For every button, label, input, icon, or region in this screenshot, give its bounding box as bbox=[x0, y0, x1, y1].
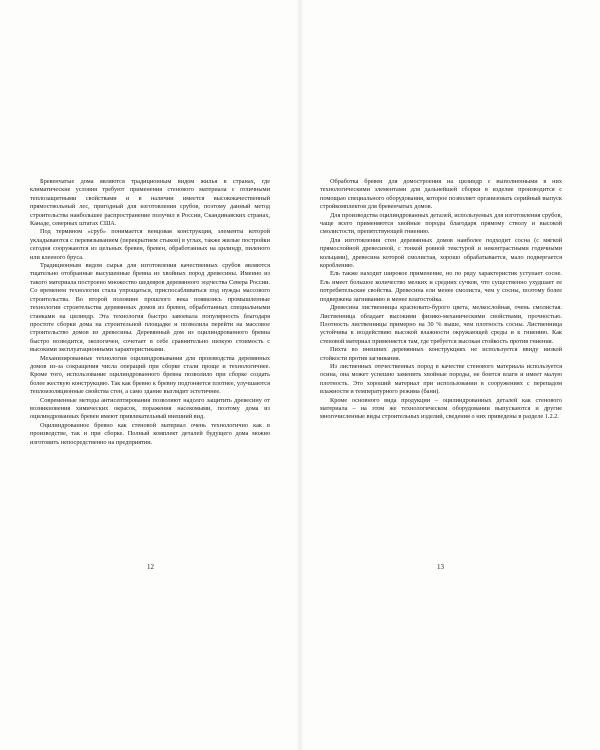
right-paragraph-8: Кроме основного вида продукции – оцилиндрованных деталей как стенового материала – на этом же технологическом оборудовании выпускаются и другие многочисленные виды строительных изделий, сведения о них приведены в разделе 1.2.2. bbox=[320, 396, 562, 421]
right-paragraph-2: Для производства оцилиндрованных деталей, используемых для изготовления срубов, чаще всего применяются хвойные породы благодаря прямому стволу и высокой смолистости, препятствующей гниению. bbox=[320, 211, 562, 236]
left-paragraph-3: Традиционным видом сырья для изготовления качественных срубов являются тщательно отобранные высушенные бревна из хвойных пород древесины. Именно из такого материала построено множество шедевров деревянного зодчества Севера России. Со временем технология стала упрощаться, приспосабливаться под нужды массового строительства. Во второй половине прошлого века появились промышленные технологии строительства деревянных домов из бревен, обработанных специальными станками на цилиндр. Эта технология быстро завоевала популярность благодаря простоте сборки дома на строительной площадке и позволила перейти на массовое строительство домов из древесины. Деревянный дом из оцилиндрованного бревна быстро возводится, экологичен, сочетает в себе сравнительно низкую стоимость с высокими эксплуатационными характеристиками. bbox=[30, 262, 270, 354]
left-paragraph-6: Оцилиндрованное бревно как стеновой материал очень технологично как в производстве, так и при сборке. Полный комплект деталей будущего дома можно изготовить непосредственно на предприятии. bbox=[30, 421, 270, 446]
right-page-number: 13 bbox=[437, 563, 444, 571]
right-paragraph-3: Для изготовления стен деревянных домов наиболее подходит сосна (с мягкой прямослойной древесиной, с тонкой ровной текстурой и неконтрастными годичными кольцами), древесина которой смолистая, хорошо обрабатывается, мало подвергается короблению. bbox=[320, 236, 562, 270]
left-page-number: 12 bbox=[147, 563, 154, 571]
right-paragraph-4: Ель также находит широкое применение, но по ряду характеристик уступает сосне. Ель имеет большое количество мелких и средних сучков, что существенно ухудшает ее потребительские свойства. Древесина ели менее смолиста, чем у сосны, поэтому более подвержена загниванию и менее влагостойка. bbox=[320, 270, 562, 303]
right-paragraph-6: Пихта во внешних деревянных конструкциях не используется ввиду низкой стойкости против загнивания. bbox=[320, 346, 562, 362]
right-page-text bbox=[320, 178, 562, 422]
right-paragraph-1: Обработка бревен для домостроения на цилиндр с выполненными в них технологическими элементами для дальнейшей сборки в изделие производится с помощью специального оборудования, которое позволяет организовать серийный выпуск стройкомплектов для бревенчатых домов. bbox=[320, 178, 562, 211]
left-page-text bbox=[30, 178, 270, 447]
right-paragraph-5: Древесина лиственницы красновато-бурого цвета, мелкослойная, очень смолистая. Лиственница обладает высокими физико-механическими свойствами, прочностью. Плотность лиственницы примерно на 30 % выше, чем плотность сосны. Лиственница устойчива к воздействию высокой влажности окружающей среды и к гниению. Как стеновой материал применяется там, где требуется высокая стойкость против гниения. bbox=[320, 304, 562, 345]
right-paragraph-7: Из лиственных отечественных пород в качестве стенового материала используется осина, она может успешно заменить хвойные породы, не боится влаги и имеет малую плотность. Это хороший материал при использовании в сооружениях с перепадом влажности и температурного режима (бани). bbox=[320, 362, 562, 396]
left-paragraph-4: Механизированные технологии оцилиндровывания для производства деревянных домов из-за сокращения числа операций при сборке стали проще и технологичнее. Кроме того, использование оцилиндрованного бревна позволило при сборке создать более жесткую конструкцию. Так как бревно к бревну подгоняется плотнее, улучшаются теплоизоляционные свойства стен, а само здание выглядит эстетичнее. bbox=[30, 354, 270, 396]
left-paragraph-1: Бревенчатые дома являются традиционным видом жилья в странах, где климатические условия требуют применения стенового материала с отличными теплозащитными свойствами и в наличии имеется высококачественный прямоствольный лес, пригодный для изготовления срубов, поэтому данный метод строительства наибольшее распространение получил в России, Скандинавских странах, Канаде, северных штатах США. bbox=[30, 178, 270, 228]
book-gutter bbox=[296, 0, 304, 750]
left-paragraph-5: Современные методы антисептирования позволяют надолго защитить древесину от возникновения химических окрасок, поражения насекомыми, поэтому дома из оцилиндрованных бревен имеют привлекательный внешний вид. bbox=[30, 396, 270, 421]
left-paragraph-2: Под термином «сруб» понимается венцовая конструкция, элементы которой укладываются с перевязыванием (перекрытием стыков) в углах, также жилые постройки сегодня сооружаются из цельных бревен, бревен, обработанных на цилиндр, пиленого или клееного бруса. bbox=[30, 228, 270, 261]
